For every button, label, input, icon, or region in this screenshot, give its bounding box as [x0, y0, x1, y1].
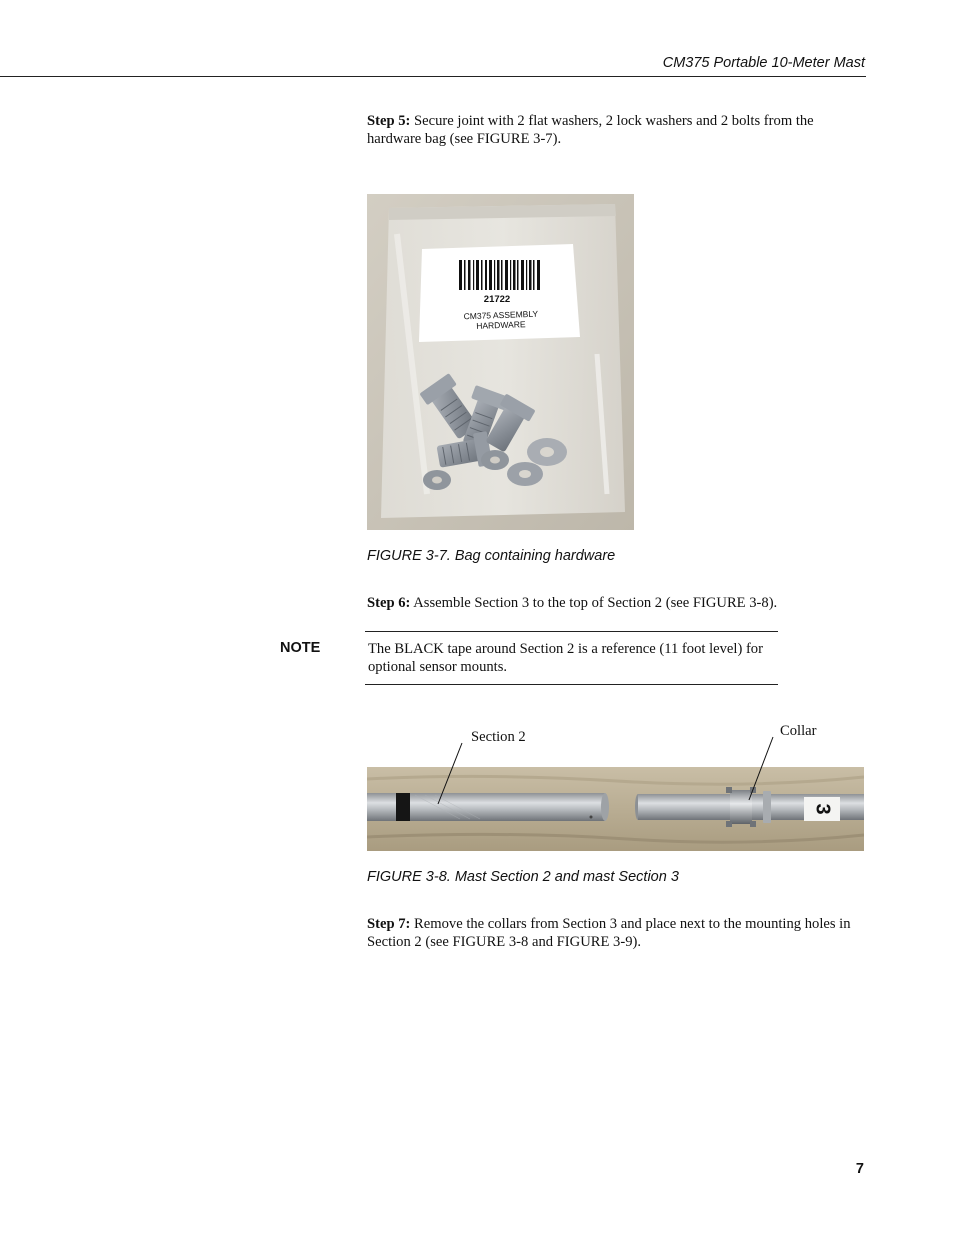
figure-3-8-caption: FIGURE 3-8. Mast Section 2 and mast Section 3	[367, 869, 679, 885]
step-5-text: Secure joint with 2 flat washers, 2 lock washers and 2 bolts from the hardware bag (see FIGURE 3-7).	[367, 113, 814, 147]
figure-3-7-caption: FIGURE 3-7. Bag containing hardware	[367, 548, 616, 564]
note-label: NOTE	[280, 640, 321, 656]
step-7-label: Step 7:	[367, 916, 411, 932]
section-2-leader-line	[438, 743, 462, 804]
bag-label-line-3: HARDWARE	[476, 319, 526, 331]
note-text: The BLACK tape around Section 2 is a reference (11 foot level) for optional sensor mounts.	[368, 641, 763, 675]
step-5-label: Step 5:	[367, 113, 411, 129]
page-number: 7	[855, 1161, 864, 1177]
bag-label-line-2: CM375 ASSEMBLY	[463, 308, 539, 322]
callout-section-2: Section 2	[471, 729, 526, 745]
section-3-marker: 3	[811, 803, 834, 815]
running-header-title: CM375 Portable 10-Meter Mast	[662, 55, 865, 71]
step-7-text: Remove the collars from Section 3 and place next to the mounting holes in Section 2 (see FIGURE 3-8 and FIGURE 3-9).	[367, 916, 851, 950]
callout-collar: Collar	[780, 723, 817, 739]
step-6-text: Assemble Section 3 to the top of Section 2 (see FIGURE 3-8).	[410, 595, 778, 611]
bag-label-part-number: 21722	[483, 294, 511, 305]
step-7-paragraph	[367, 915, 857, 951]
step-6-label: Step 6:	[367, 595, 411, 611]
collar-leader-line	[749, 737, 773, 800]
